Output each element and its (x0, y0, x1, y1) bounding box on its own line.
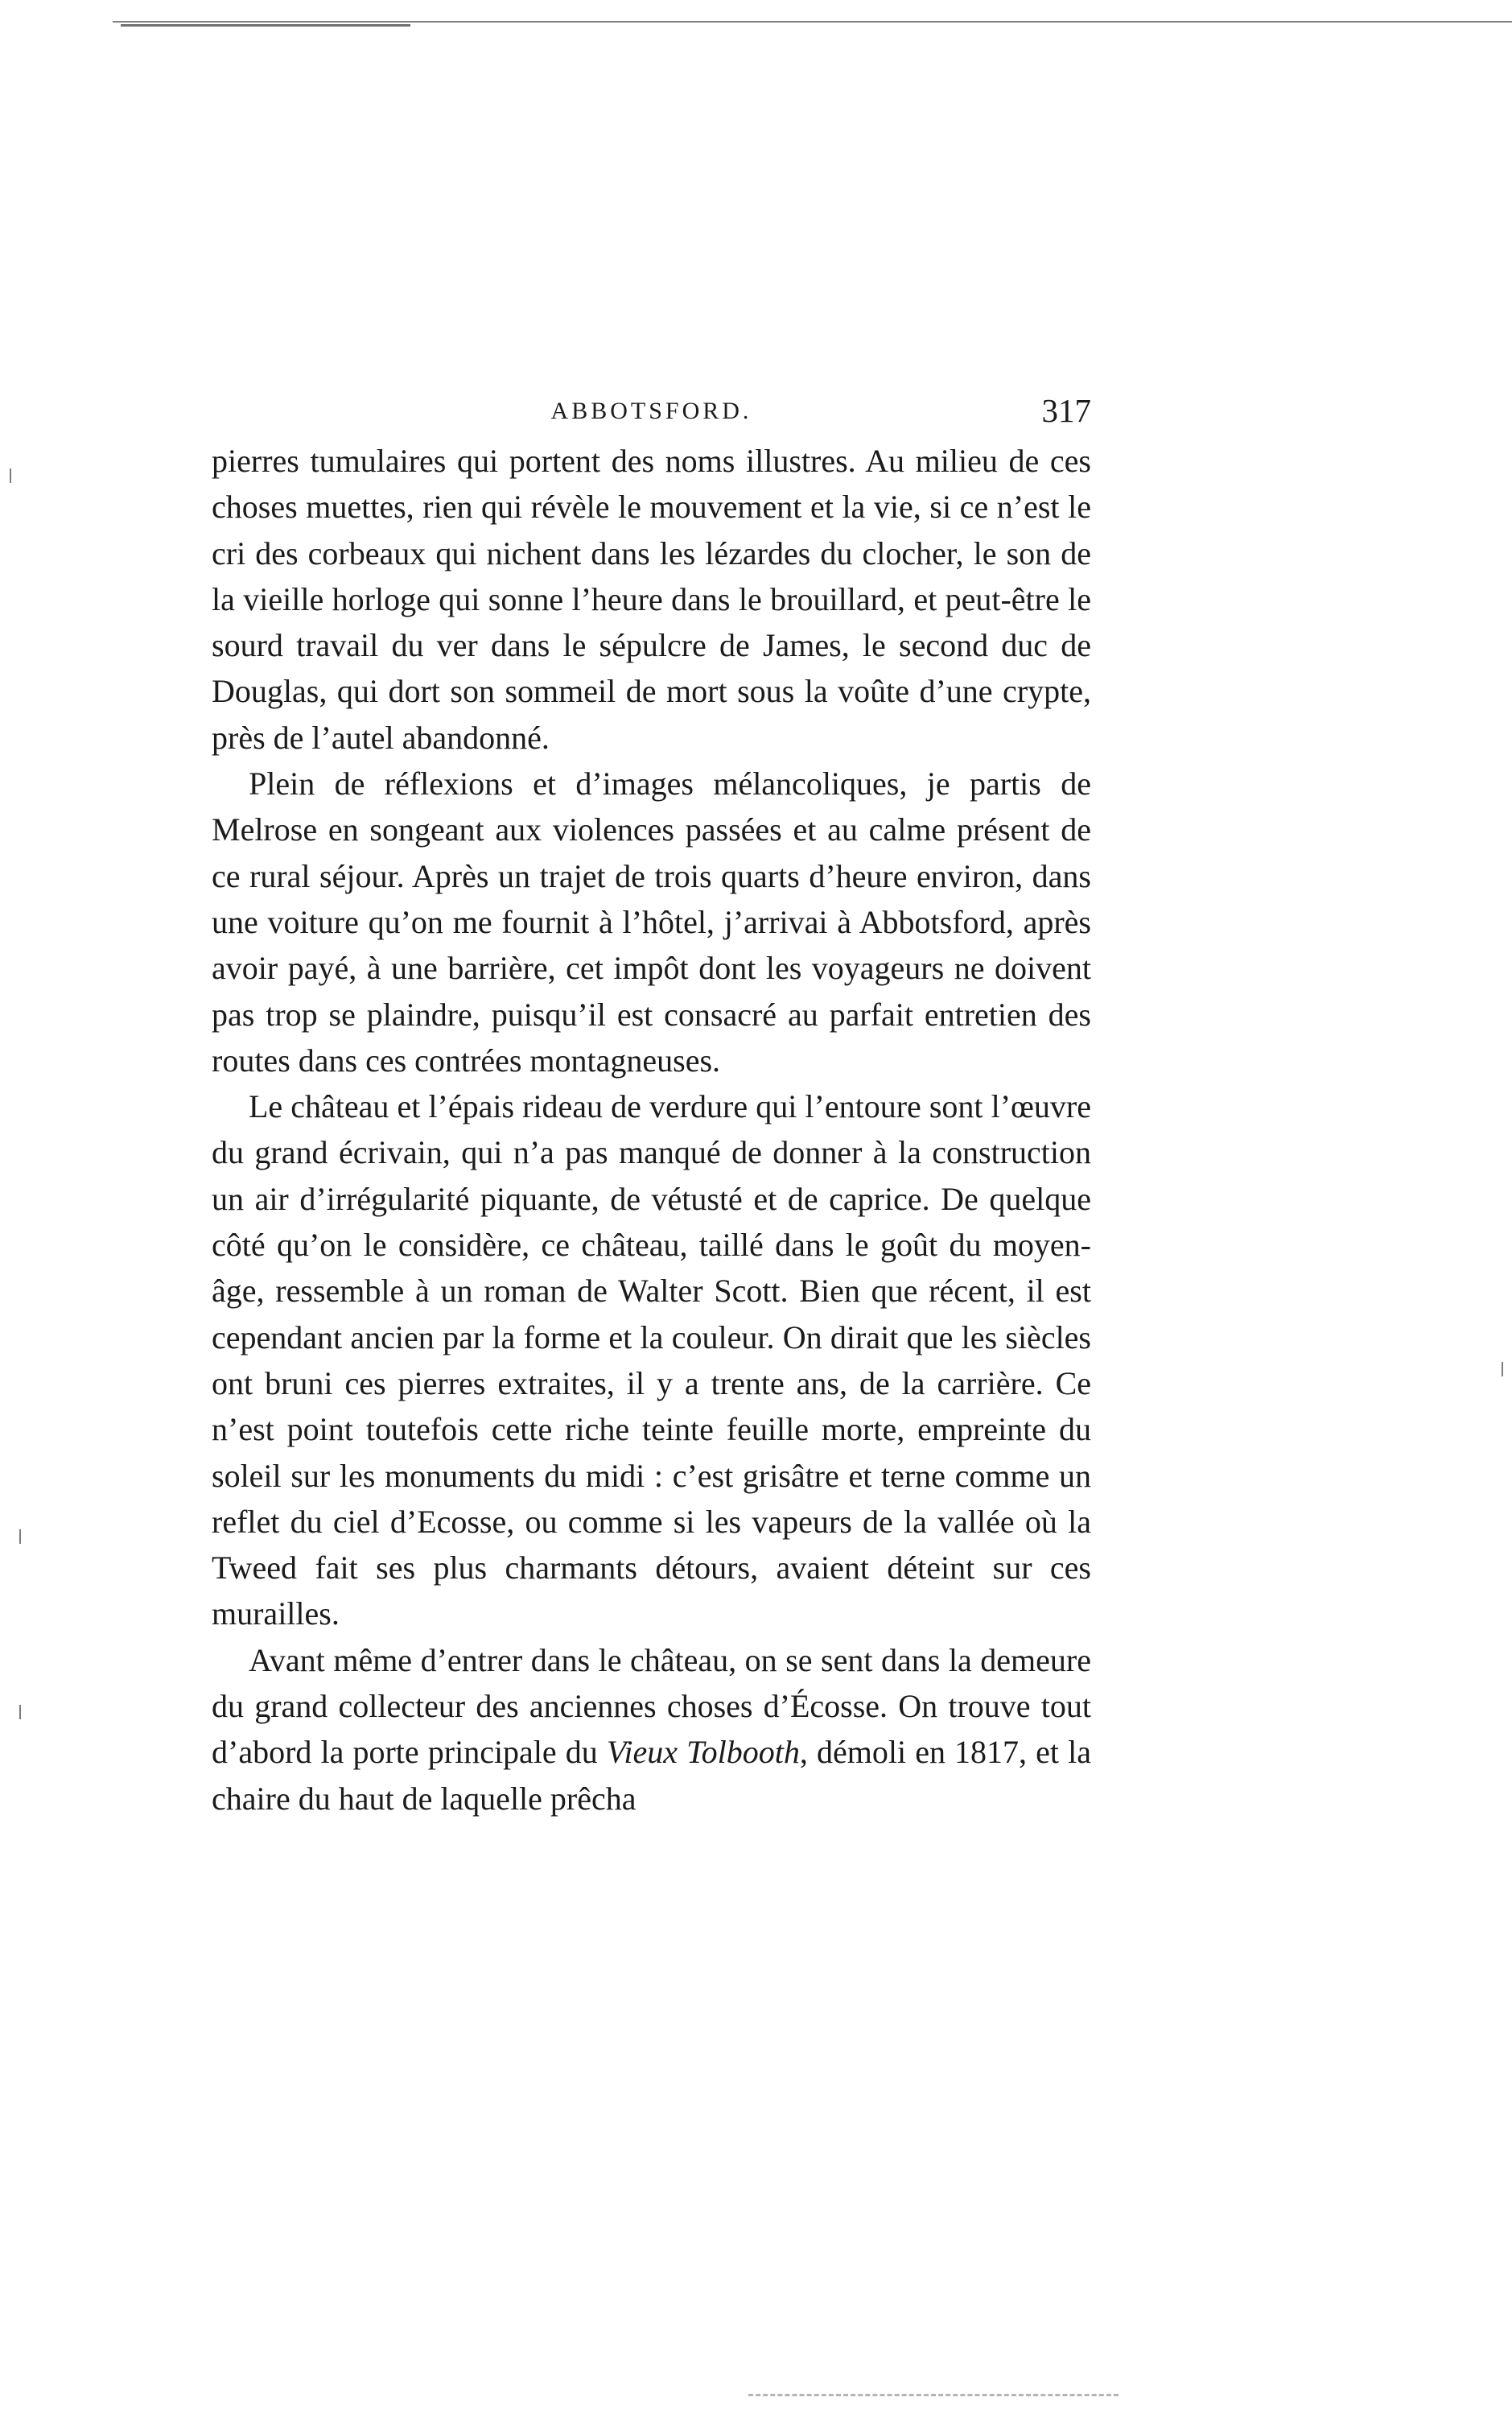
book-page (212, 391, 1091, 1822)
paragraph: pierres tumulaires qui portent des noms illustres. Au milieu de ces choses muettes, rien qui révèle le mouvement et la vie, si ce n’est le cri des corbeaux qui nichent dans les lézardes du clocher, le son de la vieille horloge qui sonne l’heure dans le brouillard, et peut-être le sourd travail du ver dans le sépulcre de James, le second duc de Douglas, qui dort son sommeil de mort sous la voûte d’une crypte, près de l’autel abandonné. (212, 443, 1091, 756)
paragraph: Le château et l’épais rideau de verdure qui l’entoure sont l’œuvre du grand écrivain, qui n’a pas manqué de donner à la construction un air d’irrégularité piquante, de vétusté et de caprice. De quelque côté qu’on le considère, ce château, taillé dans le goût du moyen-âge, ressemble à un roman de Walter Scott. Bien que récent, il est cependant ancien par la forme et la couleur. On dirait que les siècles ont bruni ces pierres extraites, il y a trente ans, de la carrière. Ce n’est point toutefois cette riche teinte feuille morte, empreinte du soleil sur les monuments du midi : c’est grisâtre et terne comme un reflet du ciel d’Ecosse, ou comme si les vapeurs de la vallée où la Tweed fait ses plus charmants détours, avaient déteint sur ces murailles. (212, 1088, 1091, 1632)
margin-mark (19, 1705, 21, 1719)
paragraph-last (212, 1637, 1091, 1822)
running-title: ABBOTSFORD. (550, 398, 752, 424)
running-head (212, 391, 1091, 438)
margin-mark (19, 1529, 21, 1544)
scan-edge-line (113, 21, 1512, 23)
margin-mark (10, 468, 11, 483)
scan-edge-dots (748, 2394, 1119, 2396)
italic-title: Vieux Tolbooth (606, 1734, 800, 1771)
paragraph-text: , démoli en 1817, et la chaire du haut de laquelle prêcha (212, 1734, 1091, 1817)
scan-edge-line-dark (121, 24, 410, 27)
paragraph: Plein de réflexions et d’images mélancoliques, je partis de Melrose en songeant aux violences passées et au calme présent de ce rural séjour. Après un trajet de trois quarts d’heure environ, dans une voiture qu’on me fournit à l’hôtel, j’arrivai à Abbotsford, après avoir payé, à une barrière, cet impôt dont les voyageurs ne doivent pas trop se plaindre, puisqu’il est consacré au parfait entretien des routes dans ces contrées montagneuses. (212, 765, 1091, 1079)
page-number: 317 (1041, 392, 1091, 429)
body-text (212, 438, 1091, 1822)
margin-mark (1502, 1362, 1503, 1376)
paragraph-text: Avant même d’entrer dans le château, on se sent dans la demeure du grand collecteur des anciennes choses d’Écosse. On trouve tout d’abord la porte principale du (212, 1641, 1091, 1771)
